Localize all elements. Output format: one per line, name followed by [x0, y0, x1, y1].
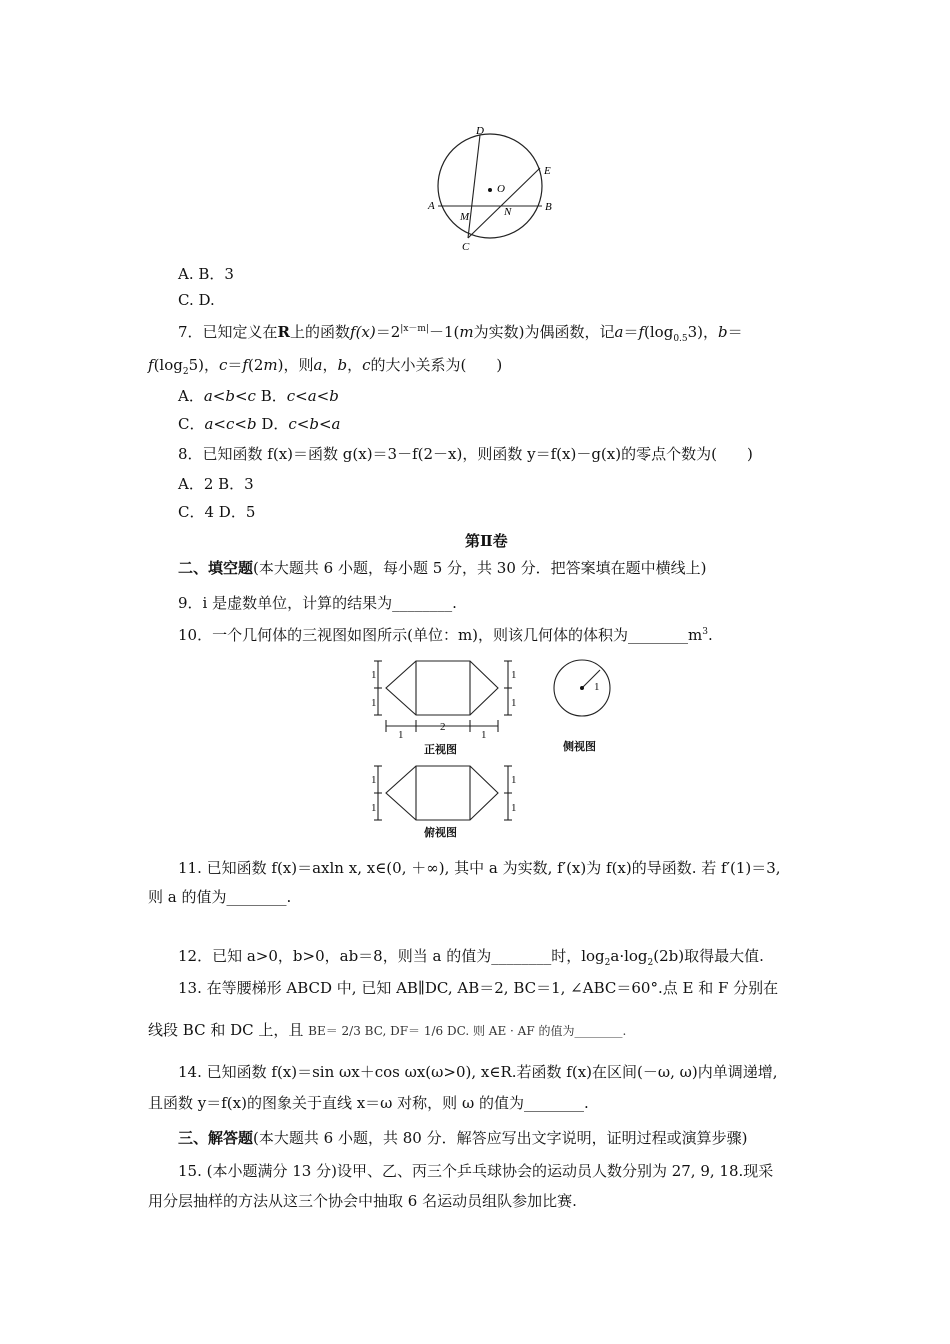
label-m: M: [460, 211, 470, 223]
front-dim-left-bottom: 1: [371, 697, 377, 709]
section-2-header: 二、填空题(本大题共 6 小题，每小题 5 分，共 30 分．把答案填在题中横线上): [178, 559, 707, 577]
label-o: O: [497, 183, 505, 195]
section-3-header: 三、解答题(本大题共 6 小题，共 80 分．解答应写出文字说明，证明过程或演算步骤): [178, 1129, 748, 1147]
top-view: [374, 766, 512, 820]
q11-line-1: 11. 已知函数 f(x)＝axln x, x∈(0, ＋∞), 其中 a 为实数, f′(x)为 f(x)的导函数. 若 f′(1)＝3,: [178, 859, 781, 877]
top-view-label: 俯视图: [424, 826, 457, 839]
q8-options-ab: A．2 B．3: [178, 475, 254, 493]
q13-line-1: 13. 在等腰梯形 ABCD 中, 已知 AB∥DC, AB＝2, BC＝1, ∠ABC＝60°.点 E 和 F 分别在: [178, 979, 779, 997]
chord-ce: [468, 168, 540, 238]
label-a: A: [428, 200, 435, 212]
circle-geometry-figure: [420, 122, 570, 254]
side-radius-label: 1: [594, 681, 600, 693]
q8-text: 8．已知函数 f(x)＝函数 g(x)＝3－f(2－x)，则函数 y＝f(x)－g(x)的零点个数为( ): [178, 445, 753, 463]
front-dim-bottom-left: 1: [398, 729, 404, 741]
q14-line-2: 且函数 y＝f(x)的图象关于直线 x＝ω 对称，则 ω 的值为________.: [148, 1094, 589, 1112]
front-dim-bottom-right: 1: [481, 729, 487, 741]
label-b: B: [545, 201, 552, 213]
circle-o: [438, 134, 542, 238]
q11-line-2: 则 a 的值为________.: [148, 888, 292, 906]
q7-line-1: 7．已知定义在R上的函数$f(x)=2^{|x-m|}-1(m$为实数)为偶函数，记$a=f(\log_{0.5}3)$，b＝: [178, 323, 743, 344]
q7-line-2: $f(\log_25)$，c＝f(2m)，则a，b，c的大小关系为( ): [148, 356, 503, 377]
q7-options-ab: A．a<b<c B．c<a<b: [178, 387, 339, 405]
q6-option-line-2: C. D.: [178, 291, 215, 309]
label-e: E: [544, 165, 551, 177]
q8-options-cd: C．4 D．5: [178, 503, 256, 521]
q13-line-2: 线段 BC 和 DC 上，且 BE＝ 2/3 BC, DF＝ 1/6 DC. 则 AE · AF 的值为________.: [148, 1021, 627, 1039]
chord-dc: [468, 135, 480, 238]
top-dim-right-bottom: 1: [511, 802, 517, 814]
front-dim-left-top: 1: [371, 669, 377, 681]
front-view-label: 正视图: [424, 743, 457, 756]
label-n: N: [504, 206, 512, 218]
q7-options-cd: C．a<c<b D．c<b<a: [178, 415, 341, 433]
top-dim-right-top: 1: [511, 774, 517, 786]
top-dim-left-bottom: 1: [371, 802, 377, 814]
front-dim-right-top: 1: [511, 669, 517, 681]
side-center-dot: [580, 686, 584, 690]
q9-text: 9．i 是虚数单位，计算的结果为________.: [178, 594, 457, 612]
three-view-figure: [368, 656, 628, 842]
front-dim-bottom-middle: 2: [440, 721, 446, 733]
q15-line-2: 用分层抽样的方法从这三个协会中抽取 6 名运动员组队参加比赛.: [148, 1192, 577, 1210]
front-dim-right-bottom: 1: [511, 697, 517, 709]
section-2-title: 第Ⅱ卷: [465, 532, 508, 550]
q15-line-1: 15. (本小题满分 13 分)设甲、乙、丙三个乒乓球协会的运动员人数分别为 27, 9, 18.现采: [178, 1162, 774, 1180]
q14-line-1: 14. 已知函数 f(x)＝sin ωx＋cos ωx(ω>0), x∈R.若函数 f(x)在区间(－ω, ω)内单调递增,: [178, 1063, 778, 1081]
label-d: D: [476, 125, 484, 137]
q10-text: 10．一个几何体的三视图如图所示(单位：m)，则该几何体的体积为$\_\_\_\_\_\_\_\_m^3$.: [178, 626, 713, 644]
q12-text: 12．已知 a>0，b>0，ab＝8，则当 a 的值为________时，$\log_2a\cdot\log_2(2b)$取得最大值.: [178, 947, 764, 968]
label-c: C: [462, 241, 470, 253]
center-dot: [488, 188, 492, 192]
side-view-label: 侧视图: [563, 740, 596, 753]
q6-option-line-1: A. B．3: [178, 265, 234, 283]
top-dim-left-top: 1: [371, 774, 377, 786]
